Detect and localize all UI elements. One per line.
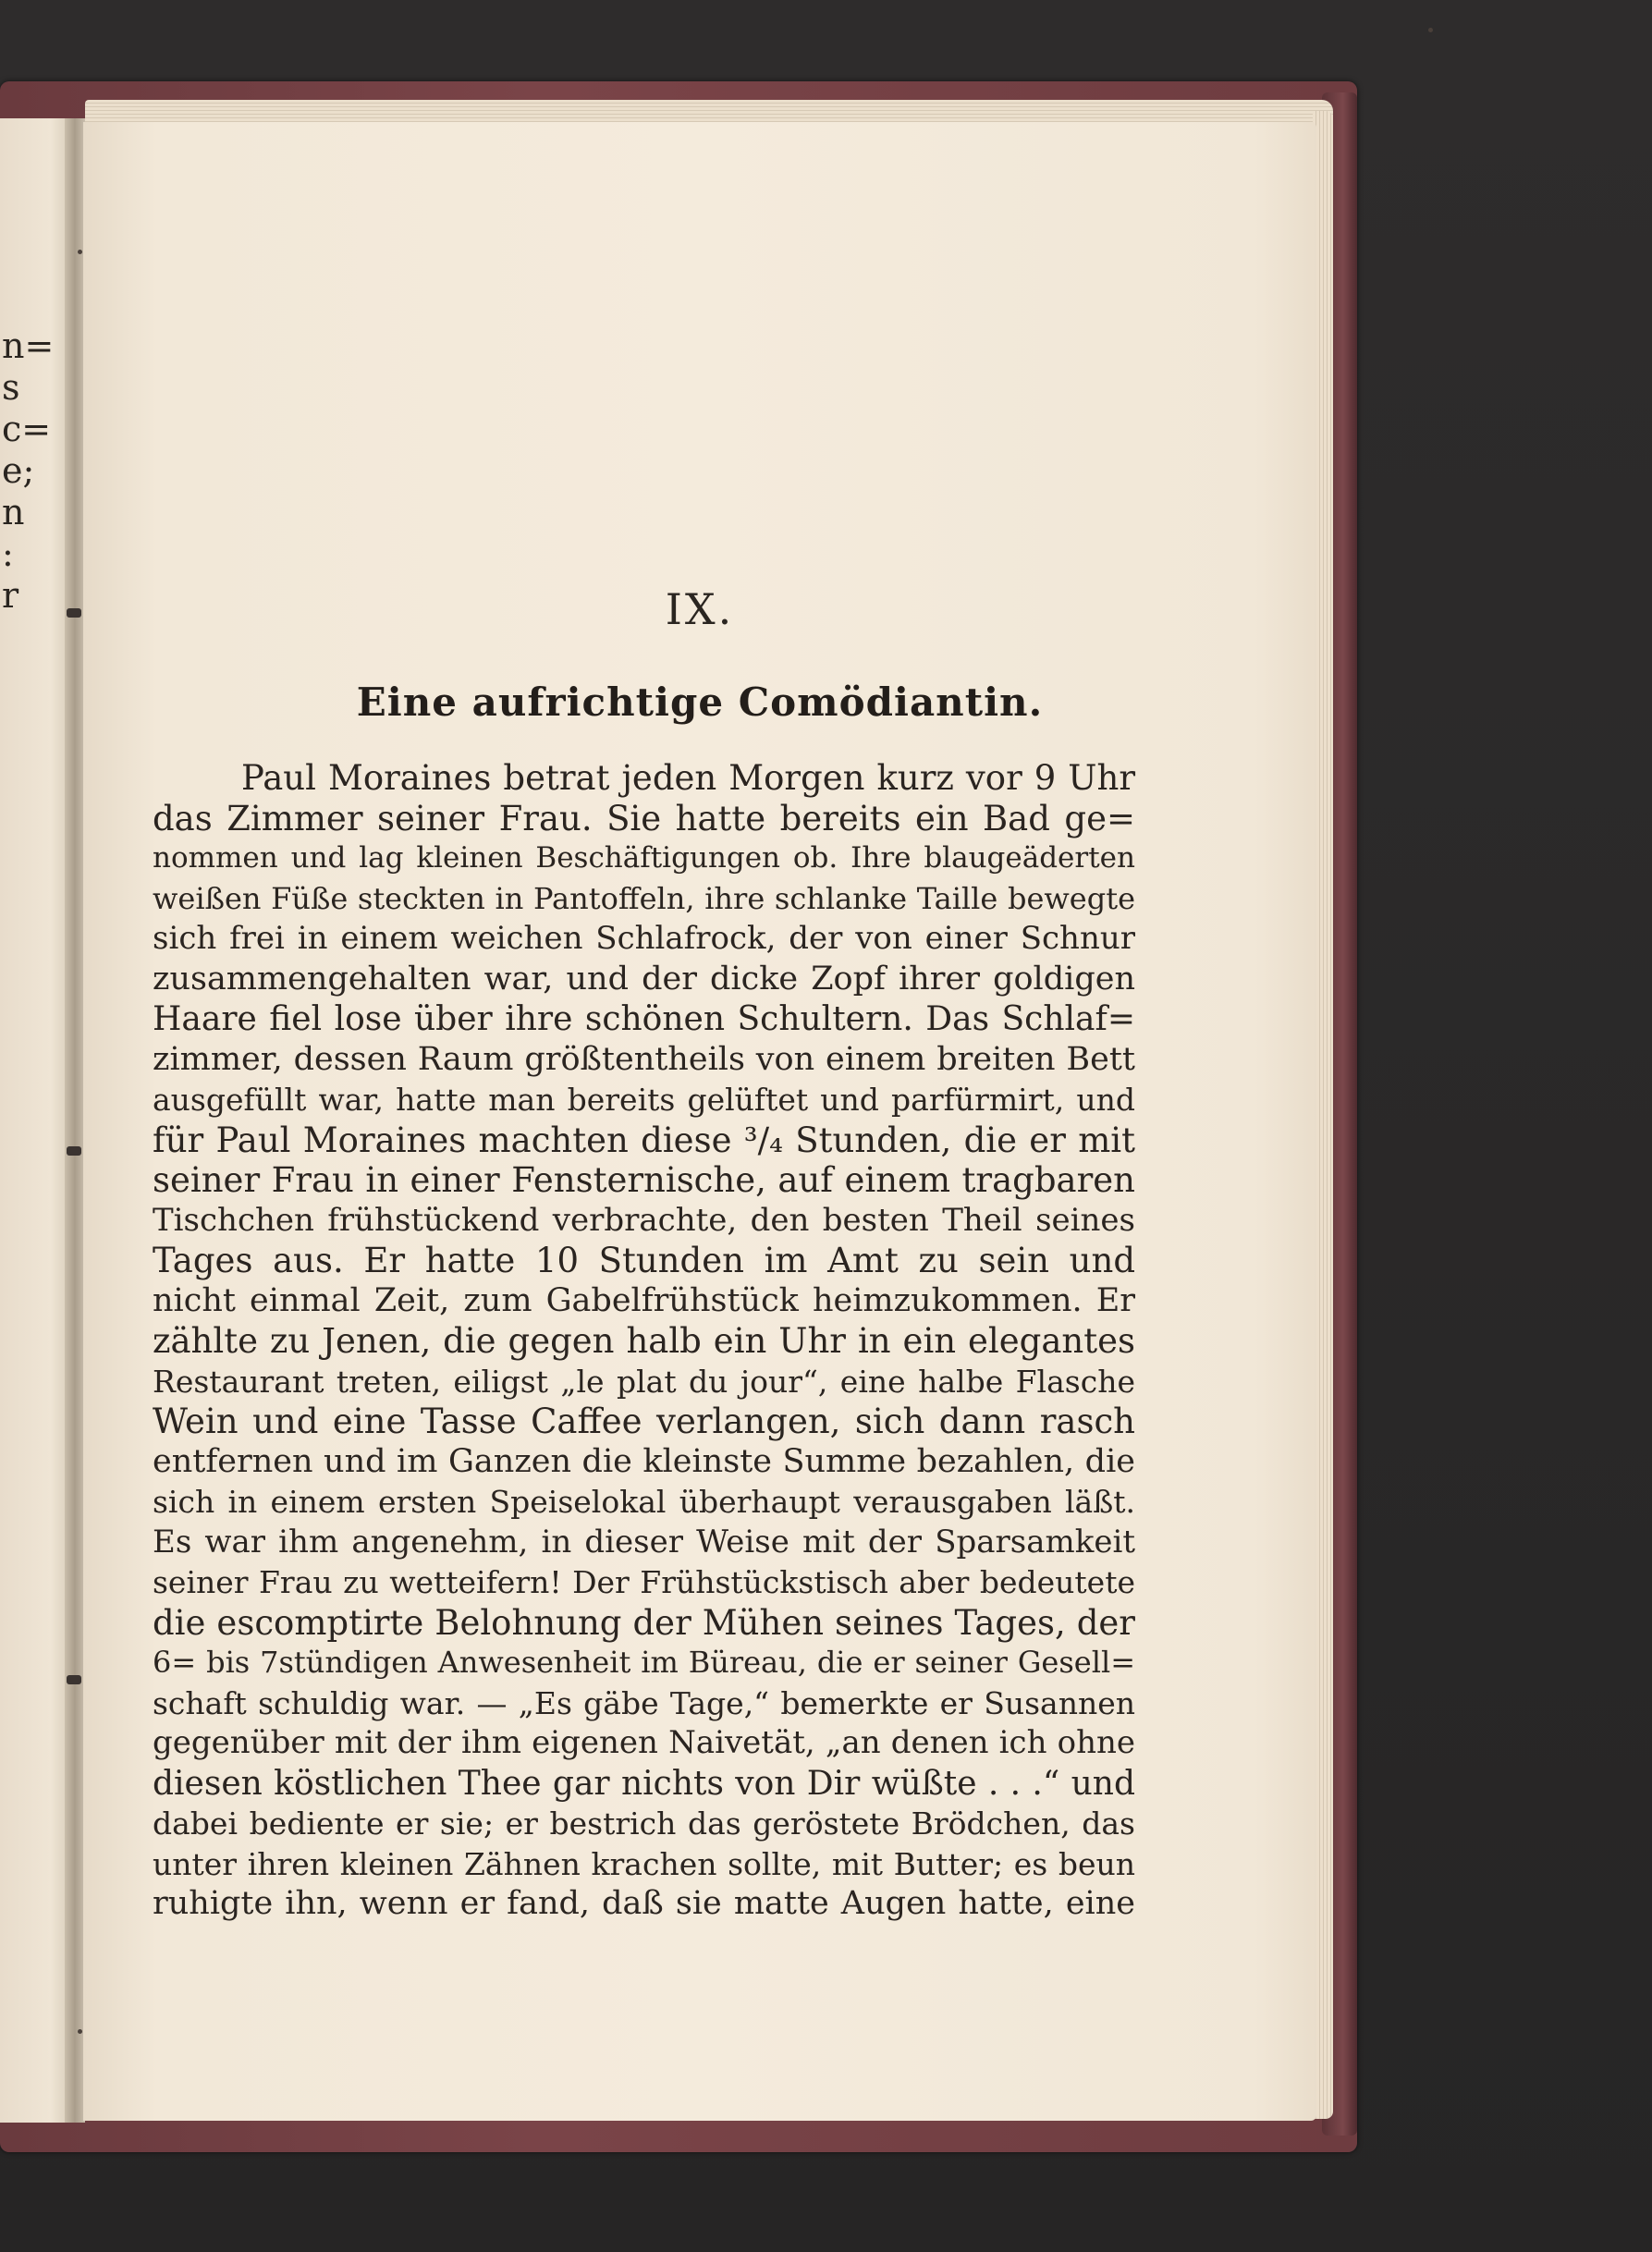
text-line: gegenüber mit der ihm eigenen Naivetät, „an denen ich ohne	[153, 1724, 1135, 1761]
text-line: Wein und eine Tasse Caffee verlangen, sich dann rasch	[153, 1401, 1135, 1441]
text-line: nicht einmal Zeit, zum Gabelfrühstück heimzukommen. Er	[153, 1281, 1135, 1319]
text-line: unter ihren kleinen Zähnen krachen sollte, mit Butter; es beun	[153, 1845, 1135, 1882]
binding-thread-mark	[67, 1146, 81, 1156]
text-line: zählte zu Jenen, die gegen halb ein Uhr in ein elegantes	[153, 1321, 1135, 1361]
body-text	[153, 758, 1135, 1925]
fragment: n=	[2, 325, 55, 366]
speck	[78, 2029, 82, 2034]
fragment: r	[2, 575, 19, 616]
text-line: Restaurant treten, eiligst „le plat du jour“, eine halbe Flasche	[153, 1363, 1135, 1400]
text-line: zimmer, dessen Raum größtentheils von einem breiten Bett	[153, 1040, 1135, 1078]
fragment: e;	[2, 450, 35, 491]
text-line: 6= bis 7stündigen Anwesenheit im Büreau, die er seiner Gesell=	[153, 1645, 1135, 1680]
text-line: für Paul Moraines machten diese ³/₄ Stunden, die er mit	[153, 1120, 1135, 1160]
speck	[1428, 28, 1433, 32]
chapter-number: IX.	[665, 584, 735, 634]
text-line: zusammengehalten war, und der dicke Zopf ihrer goldigen	[153, 960, 1135, 997]
text-line: sich in einem ersten Speiselokal überhaupt verausgaben läßt.	[153, 1484, 1135, 1520]
text-line: weißen Füße steckten in Pantoffeln, ihre schlanke Taille bewegte	[153, 880, 1135, 916]
text-line: entfernen und im Ganzen die kleinste Summe bezahlen, die	[153, 1442, 1135, 1480]
binding-thread-mark	[67, 608, 81, 618]
speck	[78, 250, 82, 254]
text-line: Haare fiel lose über ihre schönen Schultern. Das Schlaf=	[153, 1000, 1135, 1038]
fragment: :	[2, 533, 14, 574]
text-line: diesen köstlichen Thee gar nichts von Dir wüßte . . .“ und	[153, 1764, 1135, 1803]
text-line: ausgefüllt war, hatte man bereits gelüftet und parfürmirt, und	[153, 1082, 1135, 1118]
text-line: seiner Frau zu wetteifern! Der Frühstückstisch aber bedeutete	[153, 1564, 1135, 1600]
book-gutter	[65, 118, 85, 2123]
text-line: seiner Frau in einer Fensternische, auf einem tragbaren	[153, 1160, 1135, 1200]
chapter-title: Eine aufrichtige Comödiantin.	[356, 679, 1044, 725]
text-line: schaft schuldig war. — „Es gäbe Tage,“ bemerkte er Susannen	[153, 1684, 1135, 1721]
text-line: sich frei in einem weichen Schlafrock, der von einer Schnur	[153, 920, 1135, 957]
text-line: nommen und lag kleinen Beschäftigungen ob. Ihre blaugeäderten	[153, 841, 1135, 875]
text-line: die escomptirte Belohnung der Mühen seines Tages, der	[153, 1602, 1135, 1643]
fragment: c=	[2, 409, 52, 449]
text-line: dabei bediente er sie; er bestrich das geröstete Brödchen, das	[153, 1805, 1135, 1842]
fragment: s	[2, 367, 20, 408]
text-line: Es war ihm angenehm, in dieser Weise mit der Sparsamkeit	[153, 1523, 1135, 1560]
fragment: n	[2, 492, 25, 532]
text-line: ruhigte ihn, wenn er fand, daß sie matte Augen hatte, eine	[153, 1885, 1135, 1922]
text-line: Tischchen frühstückend verbrachte, den besten Theil seines	[153, 1201, 1135, 1239]
binding-thread-mark	[67, 1675, 81, 1684]
text-line: Tages aus. Er hatte 10 Stunden im Amt zu sein und	[153, 1241, 1135, 1280]
left-page-text-fragments	[2, 325, 55, 617]
text-line: das Zimmer seiner Frau. Sie hatte bereits ein Bad ge=	[153, 798, 1135, 838]
text-line: Paul Moraines betrat jeden Morgen kurz vor 9 Uhr	[241, 758, 1135, 798]
